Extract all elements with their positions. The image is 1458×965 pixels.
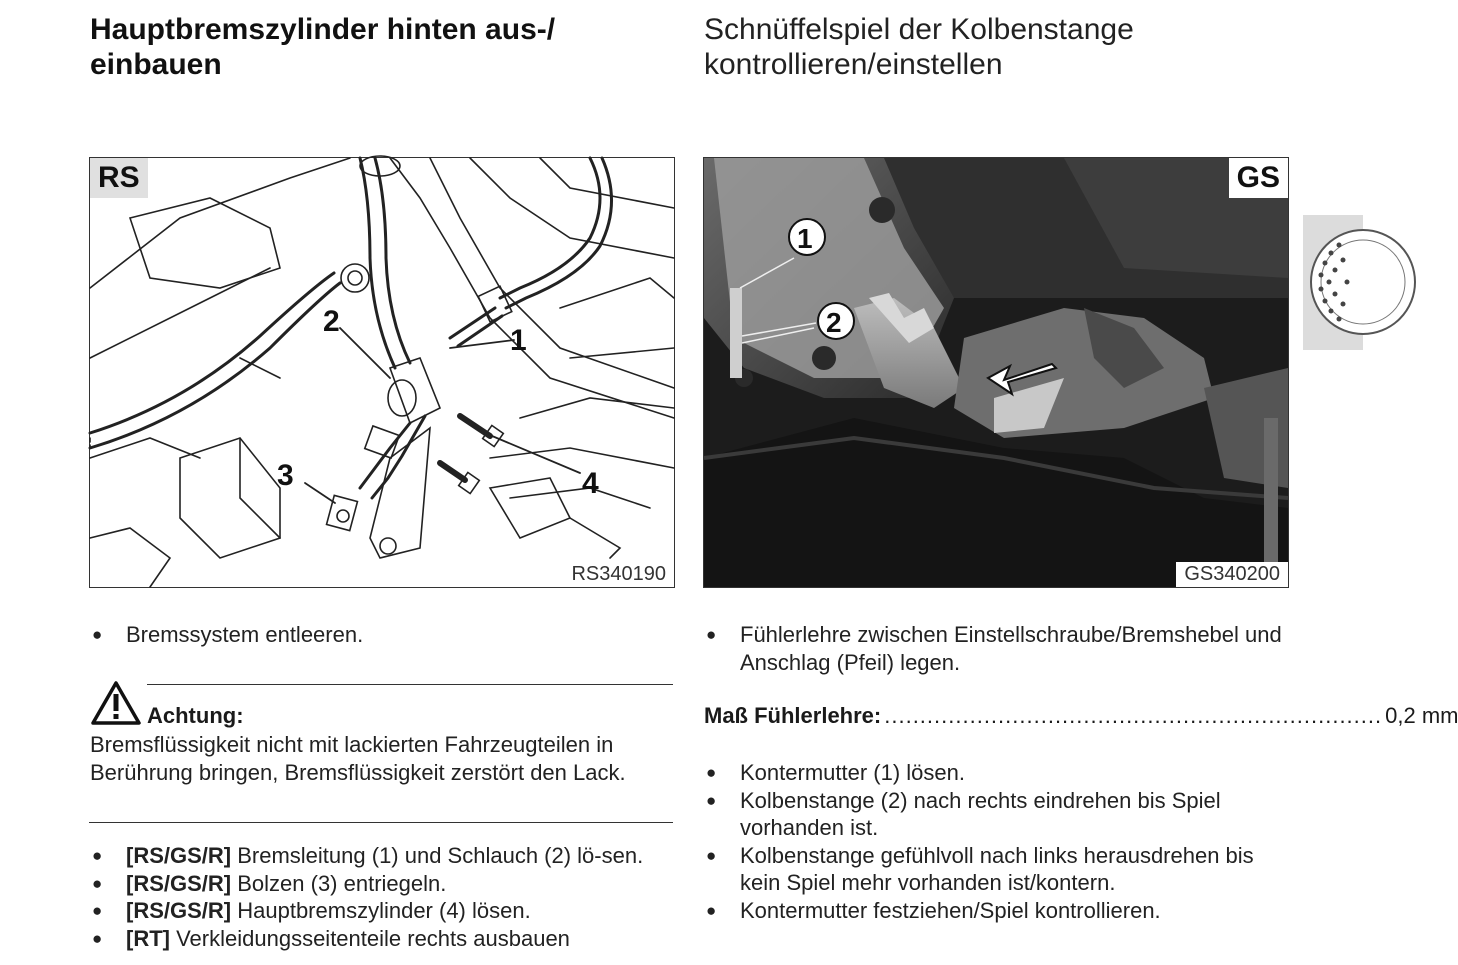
callout-3: 3: [277, 459, 294, 492]
figure-tag-rs: RS: [90, 158, 148, 198]
list-item: ● [RS/GS/R] Bolzen (3) entriegeln.: [90, 870, 680, 898]
callout-1: 1: [797, 223, 813, 254]
list-item: ● Kontermutter festziehen/Spiel kontrollieren.: [704, 897, 1288, 925]
figure-tag-gs: GS: [1229, 158, 1288, 198]
list-item: ● Bremssystem entleeren.: [90, 621, 680, 649]
figure-code-gs: GS340200: [1176, 562, 1288, 587]
warning-top-divider: [147, 684, 673, 685]
list-item: ● Kolbenstange gefühlvoll nach links herausdrehen bis kein Spiel mehr vorhanden ist/kontern.: [704, 842, 1288, 897]
chapter-tab-marker: [1303, 215, 1363, 350]
left-step-list-2: [90, 842, 680, 952]
callout-4: 4: [582, 467, 599, 500]
gs-photo-illustration: [704, 158, 1288, 587]
measure-label: Maß Fühlerlehre:: [704, 703, 882, 728]
right-step-list-2: [704, 759, 1288, 924]
left-step-list-1: [90, 621, 680, 649]
right-step-list-1: [704, 621, 1288, 676]
list-item: ● Kontermutter (1) lösen.: [704, 759, 1288, 787]
right-section-title: Schnüffelspiel der Kolbenstange kontrollieren/einstellen: [704, 13, 1134, 81]
list-item: ● Kolbenstange (2) nach rechts eindrehen bis Spiel vorhanden ist.: [704, 787, 1288, 842]
list-item: ● Fühlerlehre zwischen Einstellschraube/Bremshebel und Anschlag (Pfeil) legen.: [704, 621, 1288, 676]
rs-line-drawing: [90, 158, 674, 587]
feeler-gauge-measure: [704, 702, 1458, 729]
measure-value: 0,2 mm: [1385, 703, 1458, 728]
callout-2: 2: [323, 305, 340, 338]
left-section-title: Hauptbremszylinder hinten aus-/ einbauen: [90, 13, 556, 81]
warning-heading: Achtung:: [147, 703, 244, 728]
warning-text: Bremsflüssigkeit nicht mit lackierten Fahrzeugteilen in Berührung bringen, Bremsflüssigkeit zerstört den Lack.: [90, 732, 626, 785]
list-item: ● [RS/GS/R] Hauptbremszylinder (4) lösen.: [90, 897, 680, 925]
brake-disc-icon: [1303, 215, 1353, 350]
list-item: ● [RS/GS/R] Bremsleitung (1) und Schlauch (2) lö-sen.: [90, 842, 680, 870]
callout-1: 1: [510, 324, 527, 357]
callout-2: 2: [826, 307, 842, 338]
figure-code-rs: RS340190: [563, 562, 674, 587]
measure-leader-dots: ......................................................................: [884, 703, 1383, 728]
warning-triangle-icon: [90, 680, 142, 726]
rs-brake-cylinder-figure: [89, 157, 675, 588]
list-item: ● [RT] Verkleidungsseitenteile rechts ausbauen: [90, 925, 680, 953]
warning-bottom-divider: [89, 822, 673, 823]
gs-brake-lever-photo: [703, 157, 1289, 588]
